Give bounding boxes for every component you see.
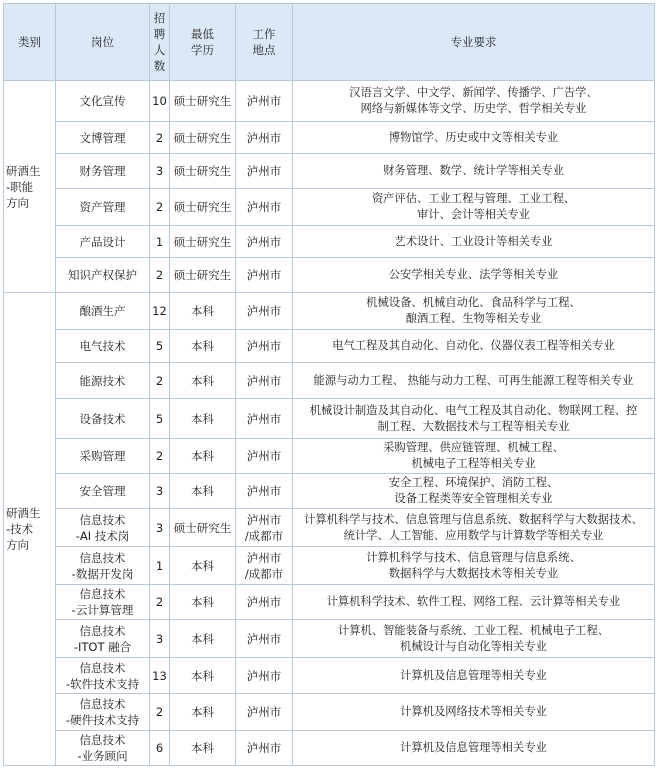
header-row bbox=[4, 4, 655, 81]
position-cell: 设备技术 bbox=[56, 399, 150, 439]
education-cell: 硕士研究生 bbox=[170, 81, 236, 122]
location-cell: 泸州市 bbox=[236, 439, 293, 474]
location-cell: 泸州市 bbox=[236, 330, 293, 363]
location-cell: 泸州市 bbox=[236, 81, 293, 122]
major-cell: 能源与动力工程、 热能与动力工程、可再生能源工程等相关专业 bbox=[293, 363, 655, 399]
count-cell: 6 bbox=[150, 731, 170, 766]
header-major: 专业要求 bbox=[293, 4, 655, 81]
education-cell: 硕士研究生 bbox=[170, 189, 236, 226]
count-cell: 3 bbox=[150, 474, 170, 509]
table-row bbox=[4, 399, 655, 439]
location-cell: 泸州市 bbox=[236, 363, 293, 399]
position-cell: 资产管理 bbox=[56, 189, 150, 226]
location-cell: 泸州市 bbox=[236, 474, 293, 509]
location-cell: 泸州市 bbox=[236, 189, 293, 226]
location-cell: 泸州市 bbox=[236, 293, 293, 330]
major-cell: 安全工程、环境保护、消防工程、 设备工程类等安全管理相关专业 bbox=[293, 474, 655, 509]
education-cell: 本科 bbox=[170, 293, 236, 330]
position-cell: 产品设计 bbox=[56, 226, 150, 258]
table-row bbox=[4, 293, 655, 330]
location-cell: 泸州市 bbox=[236, 694, 293, 731]
position-cell: 知识产权保护 bbox=[56, 258, 150, 293]
major-cell: 博物馆学、历史或中文等相关专业 bbox=[293, 122, 655, 154]
count-cell: 3 bbox=[150, 620, 170, 658]
count-cell: 2 bbox=[150, 258, 170, 293]
education-cell: 本科 bbox=[170, 330, 236, 363]
table-row bbox=[4, 81, 655, 122]
count-cell: 2 bbox=[150, 363, 170, 399]
table-row bbox=[4, 363, 655, 399]
location-cell: 泸州市 bbox=[236, 658, 293, 694]
header-position: 岗位 bbox=[56, 4, 150, 81]
table-row bbox=[4, 547, 655, 585]
position-cell: 信息技术 -AI 技术岗 bbox=[56, 509, 150, 547]
location-cell: 泸州市 bbox=[236, 122, 293, 154]
table-row bbox=[4, 585, 655, 620]
position-cell: 信息技术 -ITOT 融合 bbox=[56, 620, 150, 658]
position-cell: 酿酒生产 bbox=[56, 293, 150, 330]
education-cell: 本科 bbox=[170, 439, 236, 474]
table-row bbox=[4, 330, 655, 363]
position-cell: 信息技术 -云计算管理 bbox=[56, 585, 150, 620]
major-cell: 采购管理、供应链管理、机械工程、 机械电子工程等相关专业 bbox=[293, 439, 655, 474]
table-body bbox=[4, 81, 655, 766]
education-cell: 本科 bbox=[170, 363, 236, 399]
count-cell: 12 bbox=[150, 293, 170, 330]
position-cell: 安全管理 bbox=[56, 474, 150, 509]
count-cell: 5 bbox=[150, 330, 170, 363]
header-education: 最低 学历 bbox=[170, 4, 236, 81]
position-cell: 能源技术 bbox=[56, 363, 150, 399]
major-cell: 计算机及信息管理等相关专业 bbox=[293, 731, 655, 766]
table-row bbox=[4, 509, 655, 547]
position-cell: 文化宣传 bbox=[56, 81, 150, 122]
position-cell: 信息技术 -业务顾问 bbox=[56, 731, 150, 766]
table-row bbox=[4, 189, 655, 226]
header-location: 工作 地点 bbox=[236, 4, 293, 81]
education-cell: 硕士研究生 bbox=[170, 226, 236, 258]
header-count: 招 聘 人 数 bbox=[150, 4, 170, 81]
position-cell: 文博管理 bbox=[56, 122, 150, 154]
education-cell: 本科 bbox=[170, 658, 236, 694]
major-cell: 计算机、智能装备与系统、工业工程、机械电子工程、 机械设计与自动化等相关专业 bbox=[293, 620, 655, 658]
education-cell: 本科 bbox=[170, 585, 236, 620]
table-row bbox=[4, 731, 655, 766]
education-cell: 硕士研究生 bbox=[170, 154, 236, 189]
location-cell: 泸州市 /成都市 bbox=[236, 509, 293, 547]
count-cell: 1 bbox=[150, 226, 170, 258]
table-row bbox=[4, 474, 655, 509]
education-cell: 硕士研究生 bbox=[170, 122, 236, 154]
position-cell: 信息技术 -数据开发岗 bbox=[56, 547, 150, 585]
table-row bbox=[4, 154, 655, 189]
education-cell: 本科 bbox=[170, 547, 236, 585]
education-cell: 本科 bbox=[170, 620, 236, 658]
major-cell: 资产评估、工业工程与管理、工业工程、 审计、会计等相关专业 bbox=[293, 189, 655, 226]
major-cell: 公安学相关专业、法学等相关专业 bbox=[293, 258, 655, 293]
table-row bbox=[4, 122, 655, 154]
count-cell: 2 bbox=[150, 122, 170, 154]
count-cell: 2 bbox=[150, 439, 170, 474]
header-category: 类别 bbox=[4, 4, 56, 81]
table-row bbox=[4, 258, 655, 293]
category-cell bbox=[4, 81, 56, 293]
major-cell: 机械设备、机械自动化、食品科学与工程、 酿酒工程、生物等相关专业 bbox=[293, 293, 655, 330]
location-cell: 泸州市 /成都市 bbox=[236, 547, 293, 585]
position-cell: 信息技术 -软件技术支持 bbox=[56, 658, 150, 694]
major-cell: 电气工程及其自动化、自动化、仪器仪表工程等相关专业 bbox=[293, 330, 655, 363]
table-row bbox=[4, 694, 655, 731]
education-cell: 硕士研究生 bbox=[170, 509, 236, 547]
location-cell: 泸州市 bbox=[236, 226, 293, 258]
major-cell: 计算机及网络技术等相关专业 bbox=[293, 694, 655, 731]
major-cell: 财务管理、数学、统计学等相关专业 bbox=[293, 154, 655, 189]
position-cell: 财务管理 bbox=[56, 154, 150, 189]
location-cell: 泸州市 bbox=[236, 399, 293, 439]
major-cell: 计算机科学与技术、信息管理与信息系统、 数据科学与大数据技术等相关专业 bbox=[293, 547, 655, 585]
education-cell: 本科 bbox=[170, 694, 236, 731]
category-cell bbox=[4, 293, 56, 766]
category-label: 研酒生 -技术 方向 bbox=[6, 506, 41, 552]
table-row bbox=[4, 620, 655, 658]
count-cell: 3 bbox=[150, 154, 170, 189]
location-cell: 泸州市 bbox=[236, 585, 293, 620]
count-cell: 10 bbox=[150, 81, 170, 122]
education-cell: 本科 bbox=[170, 474, 236, 509]
count-cell: 3 bbox=[150, 509, 170, 547]
major-cell: 计算机及信息管理等相关专业 bbox=[293, 658, 655, 694]
major-cell: 机械设计制造及其自动化、电气工程及其自动化、物联网工程、控 制工程、大数据技术与工程等相关专业 bbox=[293, 399, 655, 439]
major-cell: 艺术设计、工业设计等相关专业 bbox=[293, 226, 655, 258]
table-row bbox=[4, 658, 655, 694]
table-row bbox=[4, 226, 655, 258]
count-cell: 2 bbox=[150, 694, 170, 731]
count-cell: 2 bbox=[150, 189, 170, 226]
location-cell: 泸州市 bbox=[236, 154, 293, 189]
count-cell: 2 bbox=[150, 585, 170, 620]
position-cell: 信息技术 -硬件技术支持 bbox=[56, 694, 150, 731]
count-cell: 1 bbox=[150, 547, 170, 585]
location-cell: 泸州市 bbox=[236, 731, 293, 766]
table-row bbox=[4, 439, 655, 474]
major-cell: 计算机科学与技术、信息管理与信息系统、数据科学与大数据技术、 统计学、人工智能、应用数学与计算数学等相关专业 bbox=[293, 509, 655, 547]
location-cell: 泸州市 bbox=[236, 620, 293, 658]
category-label: 研酒生 -职能 方向 bbox=[6, 163, 41, 210]
education-cell: 本科 bbox=[170, 731, 236, 766]
recruitment-table bbox=[3, 3, 655, 766]
major-cell: 计算机科学技术、软件工程、网络工程、云计算等相关专业 bbox=[293, 585, 655, 620]
position-cell: 电气技术 bbox=[56, 330, 150, 363]
position-cell: 采购管理 bbox=[56, 439, 150, 474]
location-cell: 泸州市 bbox=[236, 258, 293, 293]
count-cell: 13 bbox=[150, 658, 170, 694]
education-cell: 本科 bbox=[170, 399, 236, 439]
major-cell: 汉语言文学、中文学、新闻学、传播学、广告学、 网络与新媒体等文学、历史学、哲学相关专业 bbox=[293, 81, 655, 122]
education-cell: 硕士研究生 bbox=[170, 258, 236, 293]
count-cell: 5 bbox=[150, 399, 170, 439]
